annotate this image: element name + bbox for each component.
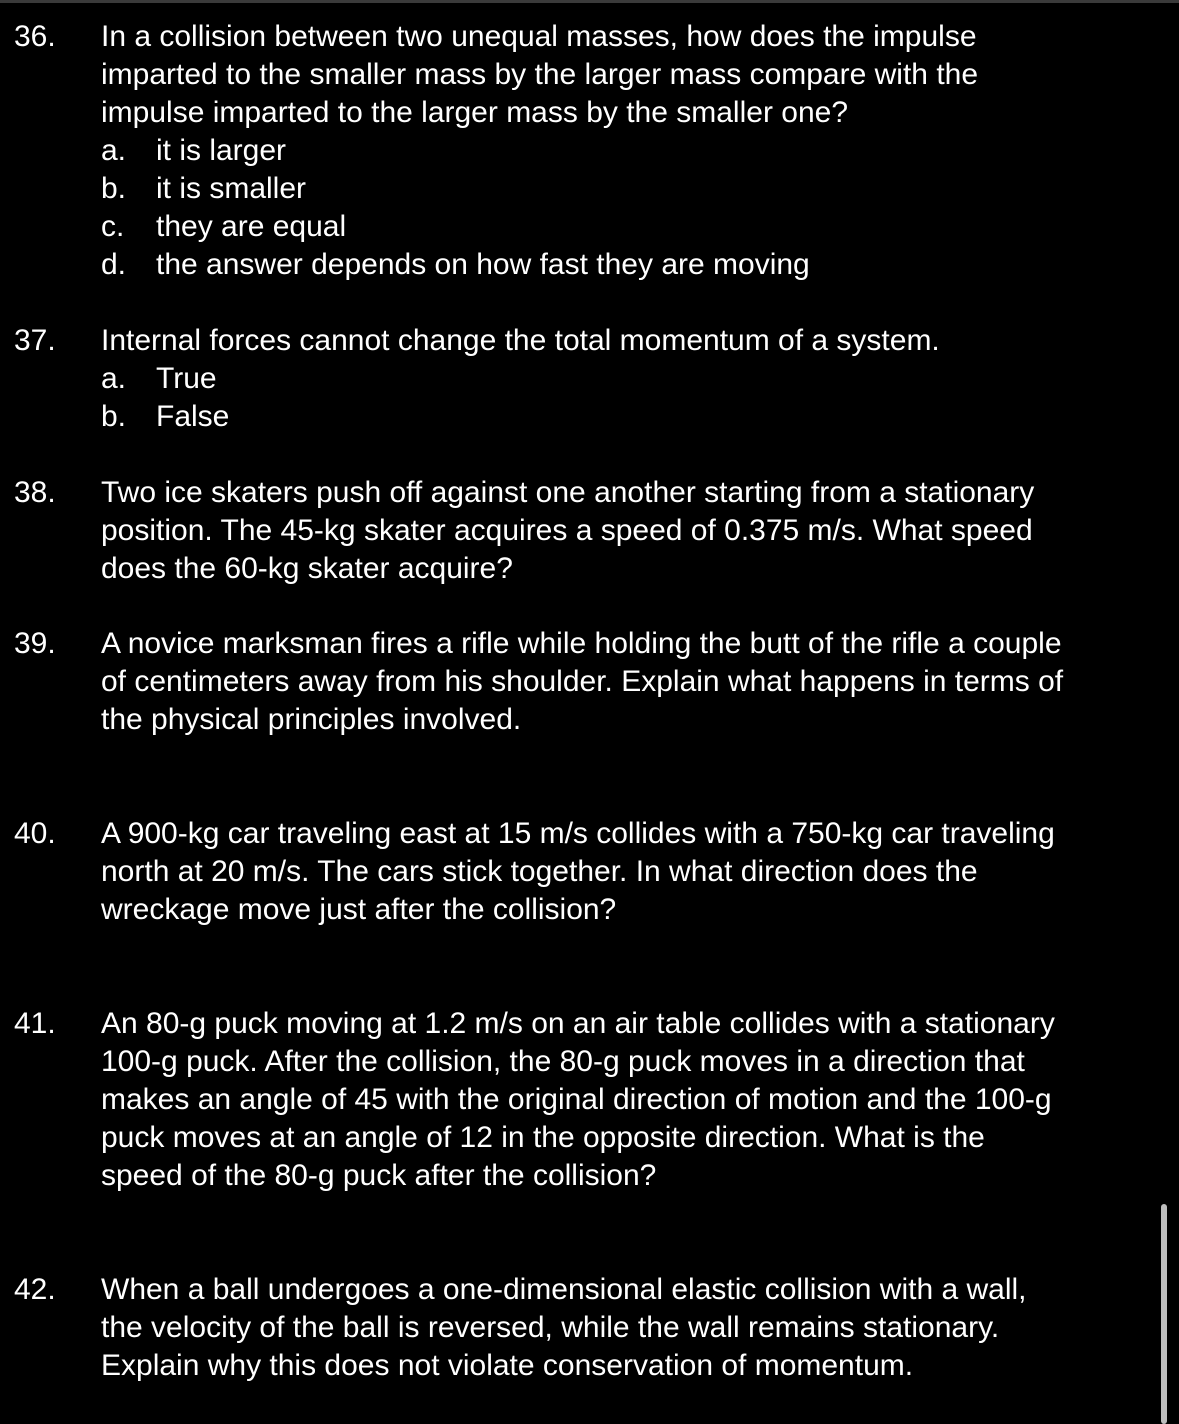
question-text (101, 322, 1171, 360)
question-number: 40. (14, 817, 56, 850)
option-letter: b. (101, 400, 127, 433)
question-line: makes an angle of 45 with the original direction of motion and the 100-g (101, 1083, 1052, 1116)
question-text (101, 1271, 1171, 1385)
question-line: north at 20 m/s. The cars stick together. In what direction does the (101, 855, 978, 888)
question-line: impulse imparted to the larger mass by the smaller one? (101, 96, 849, 129)
option-d (101, 246, 1001, 284)
option-text: True (156, 362, 217, 395)
answer-options (101, 132, 1001, 284)
question-number: 42. (14, 1273, 56, 1306)
option-c (101, 208, 1001, 246)
question-line: A 900-kg car traveling east at 15 m/s collides with a 750-kg car traveling (101, 817, 1055, 850)
question-line: of centimeters away from his shoulder. Explain what happens in terms of (101, 665, 1064, 698)
question-number: 36. (14, 20, 56, 53)
question-text (101, 815, 1171, 929)
question-text (101, 625, 1171, 739)
option-b (101, 170, 1001, 208)
option-text: the answer depends on how fast they are moving (156, 248, 810, 281)
question-line: When a ball undergoes a one-dimensional elastic collision with a wall, (101, 1273, 1027, 1306)
option-text: False (156, 400, 230, 433)
question-line: In a collision between two unequal masses, how does the impulse (101, 20, 977, 53)
question-line: Two ice skaters push off against one another starting from a stationary (101, 476, 1035, 509)
question-number: 39. (14, 627, 56, 660)
question-line: position. The 45-kg skater acquires a speed of 0.375 m/s. What speed (101, 514, 1033, 547)
top-divider (0, 0, 1179, 3)
question-number: 37. (14, 324, 56, 357)
option-letter: a. (101, 134, 127, 167)
question-line: does the 60-kg skater acquire? (101, 552, 513, 585)
option-letter: b. (101, 172, 127, 205)
question-line: the physical principles involved. (101, 703, 522, 736)
option-b (101, 398, 1001, 436)
option-a (101, 360, 1001, 398)
question-line: Explain why this does not violate conservation of momentum. (101, 1349, 914, 1382)
vertical-scrollbar[interactable] (1161, 1204, 1167, 1424)
question-line: 100-g puck. After the collision, the 80-g puck moves in a direction that (101, 1045, 1025, 1078)
question-line: the velocity of the ball is reversed, while the wall remains stationary. (101, 1311, 1000, 1344)
question-line: puck moves at an angle of 12 in the opposite direction. What is the (101, 1121, 985, 1154)
question-number: 41. (14, 1007, 56, 1040)
question-text (101, 474, 1171, 588)
question-line: An 80-g puck moving at 1.2 m/s on an air table collides with a stationary (101, 1007, 1055, 1040)
option-text: they are equal (156, 210, 347, 243)
question-line: imparted to the smaller mass by the larger mass compare with the (101, 58, 979, 91)
answer-options (101, 360, 1001, 436)
question-text (101, 18, 1171, 132)
question-line: A novice marksman fires a rifle while holding the butt of the rifle a couple (101, 627, 1062, 660)
option-text: it is larger (156, 134, 287, 167)
question-line: wreckage move just after the collision? (101, 893, 617, 926)
question-text (101, 1005, 1171, 1195)
option-letter: c. (101, 210, 125, 243)
question-number: 38. (14, 476, 56, 509)
option-letter: d. (101, 248, 127, 281)
question-line: speed of the 80-g puck after the collision? (101, 1159, 657, 1192)
option-text: it is smaller (156, 172, 307, 205)
option-letter: a. (101, 362, 127, 395)
option-a (101, 132, 1001, 170)
question-line: Internal forces cannot change the total momentum of a system. (101, 324, 940, 357)
